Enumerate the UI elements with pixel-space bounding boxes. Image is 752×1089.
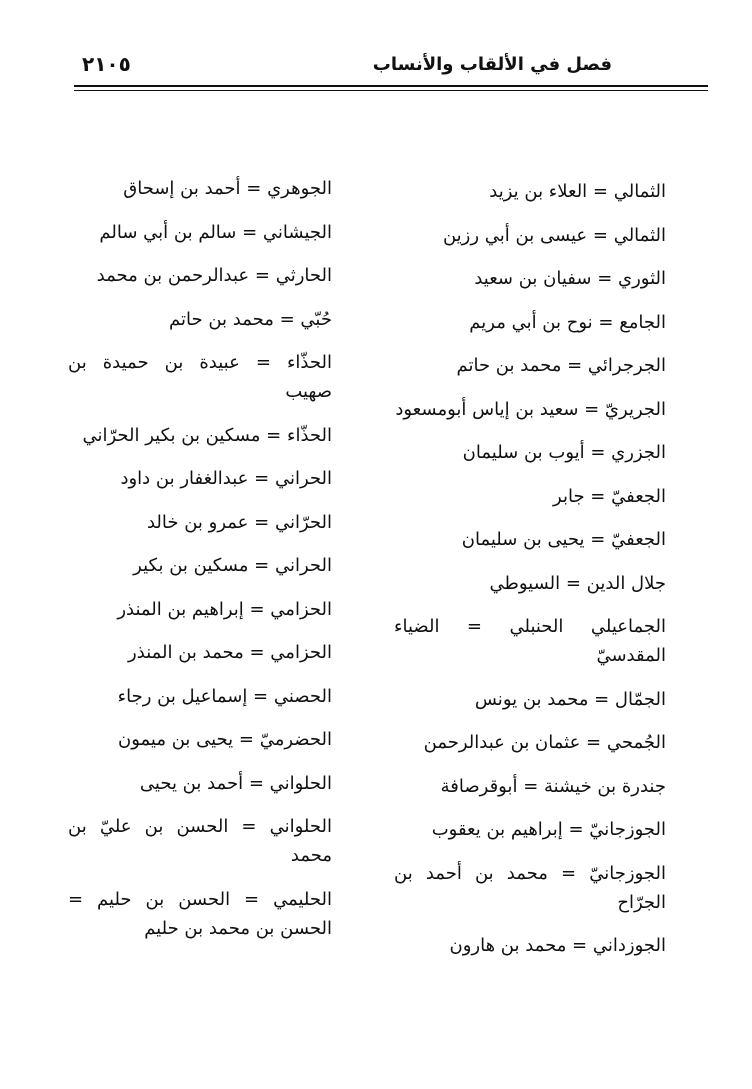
index-entry: الحارثي = عبدالرحمن بن محمد: [96, 265, 332, 286]
index-entry: الجوزداني = محمد بن هارون: [449, 935, 666, 956]
page-number: ٢١٠٥: [82, 52, 131, 76]
index-entry: الحذّاء = عبيدة بن حميدة بن صهيب: [68, 352, 332, 402]
index-entry: الجعفيّ = جابر: [553, 485, 666, 507]
index-entry: جندرة بن خيشنة = أبوقرصافة: [440, 775, 666, 797]
index-entry: الحصني = إسماعيل بن رجاء: [117, 685, 332, 707]
index-entry: الثوري = سفيان بن سعيد: [474, 268, 666, 289]
index-entry: الحذّاء = مسكين بن بكير الحرّاني: [82, 424, 332, 446]
index-entry: الجماعيلي الحنبلي = الضياء المقدسيّ: [394, 616, 666, 666]
index-entry: الجعفيّ = يحيى بن سليمان: [461, 529, 666, 550]
index-entry: الحلواني = الحسن بن عليّ بن محمد: [68, 816, 332, 866]
index-entry: الجُمحي = عثمان بن عبدالرحمن: [423, 732, 666, 753]
index-entry: الجامع = نوح بن أبي مريم: [469, 311, 666, 333]
index-entry: حُبّي = محمد بن حاتم: [169, 308, 332, 330]
index-entry: الحليمي = الحسن بن حليم = الحسن بن محمد بن حليم: [68, 888, 332, 939]
index-entry: الحزامي = إبراهيم بن المنذر: [117, 598, 332, 620]
index-entry: الحرّاني = عمرو بن خالد: [146, 511, 332, 533]
index-entry: الجريريّ = سعيد بن إياس أبومسعود: [395, 398, 666, 420]
index-entry: الجوهري = أحمد بن إسحاق: [123, 178, 332, 199]
running-title: فصل في الألقاب والأنساب: [372, 54, 612, 75]
index-entry: الحراني = عبدالغفار بن داود: [120, 468, 332, 489]
page-header: [74, 52, 708, 84]
index-entry: الثمالي = العلاء بن يزيد: [489, 181, 666, 202]
index-entry: الجيشاني = سالم بن أبي سالم: [99, 221, 332, 243]
index-entry: الثمالي = عيسى بن أبي رزين: [442, 224, 666, 246]
index-entry: الجوزجانيّ = إبراهيم بن يعقوب: [431, 819, 666, 840]
index-entry: الجمّال = محمد بن يونس: [474, 688, 666, 710]
right-column: [394, 177, 666, 975]
left-column: [68, 174, 332, 957]
index-entry: الحزامي = محمد بن المنذر: [128, 642, 332, 663]
header-rule-thin: [74, 90, 708, 91]
index-entry: الجرجرائي = محمد بن حاتم: [456, 355, 666, 376]
header-rule-thick: [74, 85, 708, 87]
index-entry: الجوزجانيّ = محمد بن أحمد بن الجرّاح: [394, 862, 666, 913]
index-entry: الحضرميّ = يحيى بن ميمون: [117, 729, 332, 750]
index-entry: الجزري = أيوب بن سليمان: [462, 442, 666, 463]
index-entry: الحراني = مسكين بن بكير: [133, 555, 332, 576]
index-entry: الحلواني = أحمد بن يحيى: [139, 772, 332, 794]
index-entry: جلال الدين = السيوطي: [489, 572, 666, 594]
